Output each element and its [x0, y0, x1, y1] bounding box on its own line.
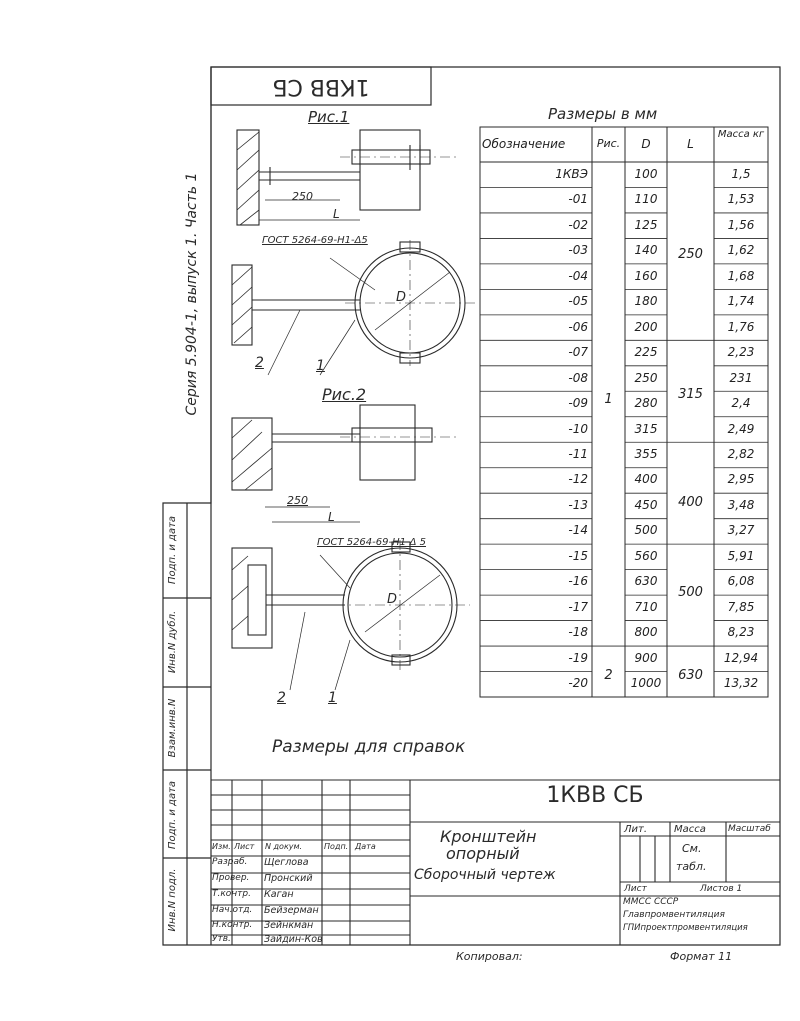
tb-role: Нач.отд.: [212, 905, 253, 915]
table-ris-2: 2: [604, 668, 613, 683]
side-col-podp-data-2: Подп. и дата: [167, 515, 178, 585]
table-L-400: 400: [678, 495, 703, 510]
side-col-inv-podl: Инв.N подл.: [167, 868, 178, 932]
row-diameter: 180: [634, 294, 658, 309]
row-mass: 2,23: [727, 345, 755, 360]
row-designation: -17: [568, 599, 588, 614]
row-designation: -20: [568, 676, 588, 691]
row-diameter: 225: [634, 345, 658, 360]
row-mass: 2,95: [727, 472, 755, 487]
tb-sheets: Листов 1: [700, 884, 743, 894]
tb-scale: Масштаб: [728, 824, 771, 834]
top-stamp-code: 1КВВ СБ: [272, 74, 370, 99]
row-mass: 1,56: [727, 217, 755, 232]
tb-org-1: ММСС СССР: [623, 897, 679, 907]
row-mass: 5,91: [727, 548, 755, 563]
tb-header-ndokum: N докум.: [265, 842, 303, 851]
row-diameter: 140: [634, 243, 658, 258]
row-diameter: 400: [634, 472, 658, 487]
figure-2-label: Рис.2: [322, 385, 367, 404]
row-designation: -10: [568, 421, 588, 436]
side-col-vzam-inv: Взам.инв.N: [167, 698, 178, 758]
table-title: Размеры в мм: [548, 105, 658, 123]
row-mass: 3,27: [727, 523, 755, 538]
row-diameter: 450: [634, 497, 658, 512]
row-mass: 231: [729, 370, 753, 385]
row-diameter: 900: [634, 650, 658, 665]
row-mass: 1,62: [727, 243, 755, 258]
row-designation: 1КВЭ: [555, 166, 588, 181]
table-header-D: D: [641, 137, 651, 151]
row-designation: -04: [568, 268, 588, 283]
row-designation: -14: [568, 523, 588, 538]
format-label: Формат 11: [670, 950, 733, 963]
title-name-line2: опорный: [446, 844, 520, 863]
tb-role: Н.контр.: [212, 920, 253, 930]
row-designation: -08: [568, 370, 588, 385]
copied-by: Копировал:: [456, 950, 523, 963]
tb-role: Провер.: [212, 873, 250, 883]
fig2-gost: ГОСТ 5264-69-Н1-Δ 5: [317, 537, 426, 548]
tb-name: Бейзерман: [264, 905, 319, 916]
row-designation: -03: [568, 243, 588, 258]
fig1-part-1: 1: [316, 358, 325, 374]
tb-role: Утв.: [212, 934, 231, 944]
tb-header-data: Дата: [355, 842, 376, 851]
table-L-315: 315: [678, 387, 703, 402]
row-diameter: 125: [634, 217, 658, 232]
tb-name: Пронский: [264, 873, 313, 884]
row-mass: 8,23: [727, 625, 755, 640]
row-diameter: 500: [634, 523, 658, 538]
tb-header-izm: Изм.: [212, 842, 231, 851]
row-designation: -06: [568, 319, 588, 334]
row-designation: -09: [568, 396, 588, 411]
reference-note: Размеры для справок: [272, 737, 466, 757]
fig1-dim-250: 250: [292, 190, 313, 203]
row-diameter: 800: [634, 625, 658, 640]
row-diameter: 110: [634, 192, 658, 207]
row-designation: -01: [568, 192, 588, 207]
row-mass: 13,32: [723, 676, 759, 691]
row-diameter: 160: [634, 268, 658, 283]
tb-name: Зейнкман: [264, 920, 314, 931]
row-diameter: 1000: [630, 676, 662, 691]
fig2-part-2: 2: [277, 690, 286, 706]
row-diameter: 100: [634, 166, 658, 181]
figure-1-drawing: [232, 130, 475, 375]
table-L-250: 250: [678, 247, 703, 262]
row-designation: -02: [568, 217, 588, 232]
tb-org-2: Главпромвентиляция: [623, 910, 725, 920]
row-mass: 1,68: [727, 268, 755, 283]
fig2-dim-L: L: [328, 510, 335, 524]
fig2-dim-D: D: [387, 592, 398, 607]
tb-org-3: ГПИпроектпромвентиляция: [623, 923, 748, 933]
row-designation: -13: [568, 497, 588, 512]
fig1-gost: ГОСТ 5264-69-Н1-Δ5: [262, 235, 368, 246]
tb-name: Щеглова: [264, 857, 309, 868]
fig2-dim-250: 250: [287, 494, 308, 507]
side-col-podp-data-1: Подп. и дата: [167, 780, 178, 850]
row-mass: 3,48: [727, 497, 755, 512]
row-designation: -15: [568, 548, 588, 563]
row-diameter: 250: [634, 370, 658, 385]
row-mass: 7,85: [727, 599, 755, 614]
row-mass: 1,76: [727, 319, 755, 334]
fig1-dim-L: L: [333, 207, 340, 221]
table-header-designation: Обозначение: [482, 137, 566, 151]
row-designation: -18: [568, 625, 588, 640]
row-mass: 2,49: [727, 421, 755, 436]
row-diameter: 200: [634, 319, 658, 334]
row-mass: 1,74: [727, 294, 755, 309]
tb-mass-value-line2: табл.: [676, 860, 707, 873]
fig2-part-1: 1: [328, 690, 337, 706]
fig1-part-2: 2: [255, 355, 264, 371]
tb-sheet: Лист: [624, 884, 647, 894]
row-mass: 6,08: [727, 574, 755, 589]
side-col-inv-dubl: Инв.N дубл.: [167, 610, 178, 674]
tb-name: Зайдин-Ков: [264, 934, 323, 945]
side-series-text: Серия 5.904-1, выпуск 1. Часть 1: [184, 172, 200, 416]
figure-1-label: Рис.1: [308, 108, 350, 126]
table-header-mass: Масса кг: [717, 129, 765, 140]
row-diameter: 355: [634, 446, 658, 461]
row-diameter: 280: [634, 396, 658, 411]
row-diameter: 560: [634, 548, 658, 563]
tb-header-podp: Подп.: [324, 842, 349, 851]
tb-header-list: Лист: [234, 842, 255, 851]
table-L-500: 500: [678, 585, 703, 600]
row-diameter: 710: [634, 599, 658, 614]
row-mass: 2,82: [727, 446, 755, 461]
table-ris-1: 1: [604, 392, 613, 407]
table-header-L: L: [687, 137, 694, 151]
row-designation: -07: [568, 345, 588, 360]
tb-mass-value-line1: См.: [682, 842, 702, 855]
row-mass: 2,4: [731, 396, 751, 411]
tb-mass: Масса: [674, 824, 706, 835]
row-mass: 1,5: [731, 166, 751, 181]
row-mass: 1,53: [727, 192, 755, 207]
row-diameter: 315: [634, 421, 658, 436]
table-header-ris: Рис.: [596, 137, 621, 150]
title-code: 1КВВ СБ: [546, 783, 644, 808]
row-designation: -05: [568, 294, 588, 309]
title-doc-type: Сборочный чертеж: [414, 867, 556, 883]
row-diameter: 630: [634, 574, 658, 589]
row-designation: -19: [568, 650, 588, 665]
tb-name: Каган: [264, 889, 294, 900]
tb-role: Т.контр.: [212, 889, 252, 899]
row-designation: -11: [568, 446, 588, 461]
fig1-dim-D: D: [396, 290, 407, 305]
row-mass: 12,94: [723, 650, 759, 665]
table-L-630: 630: [678, 668, 703, 683]
row-designation: -12: [568, 472, 588, 487]
title-name-line1: Кронштейн: [440, 827, 537, 846]
tb-role: Разраб.: [212, 857, 248, 867]
row-designation: -16: [568, 574, 588, 589]
tb-lit: Лит.: [624, 824, 648, 835]
